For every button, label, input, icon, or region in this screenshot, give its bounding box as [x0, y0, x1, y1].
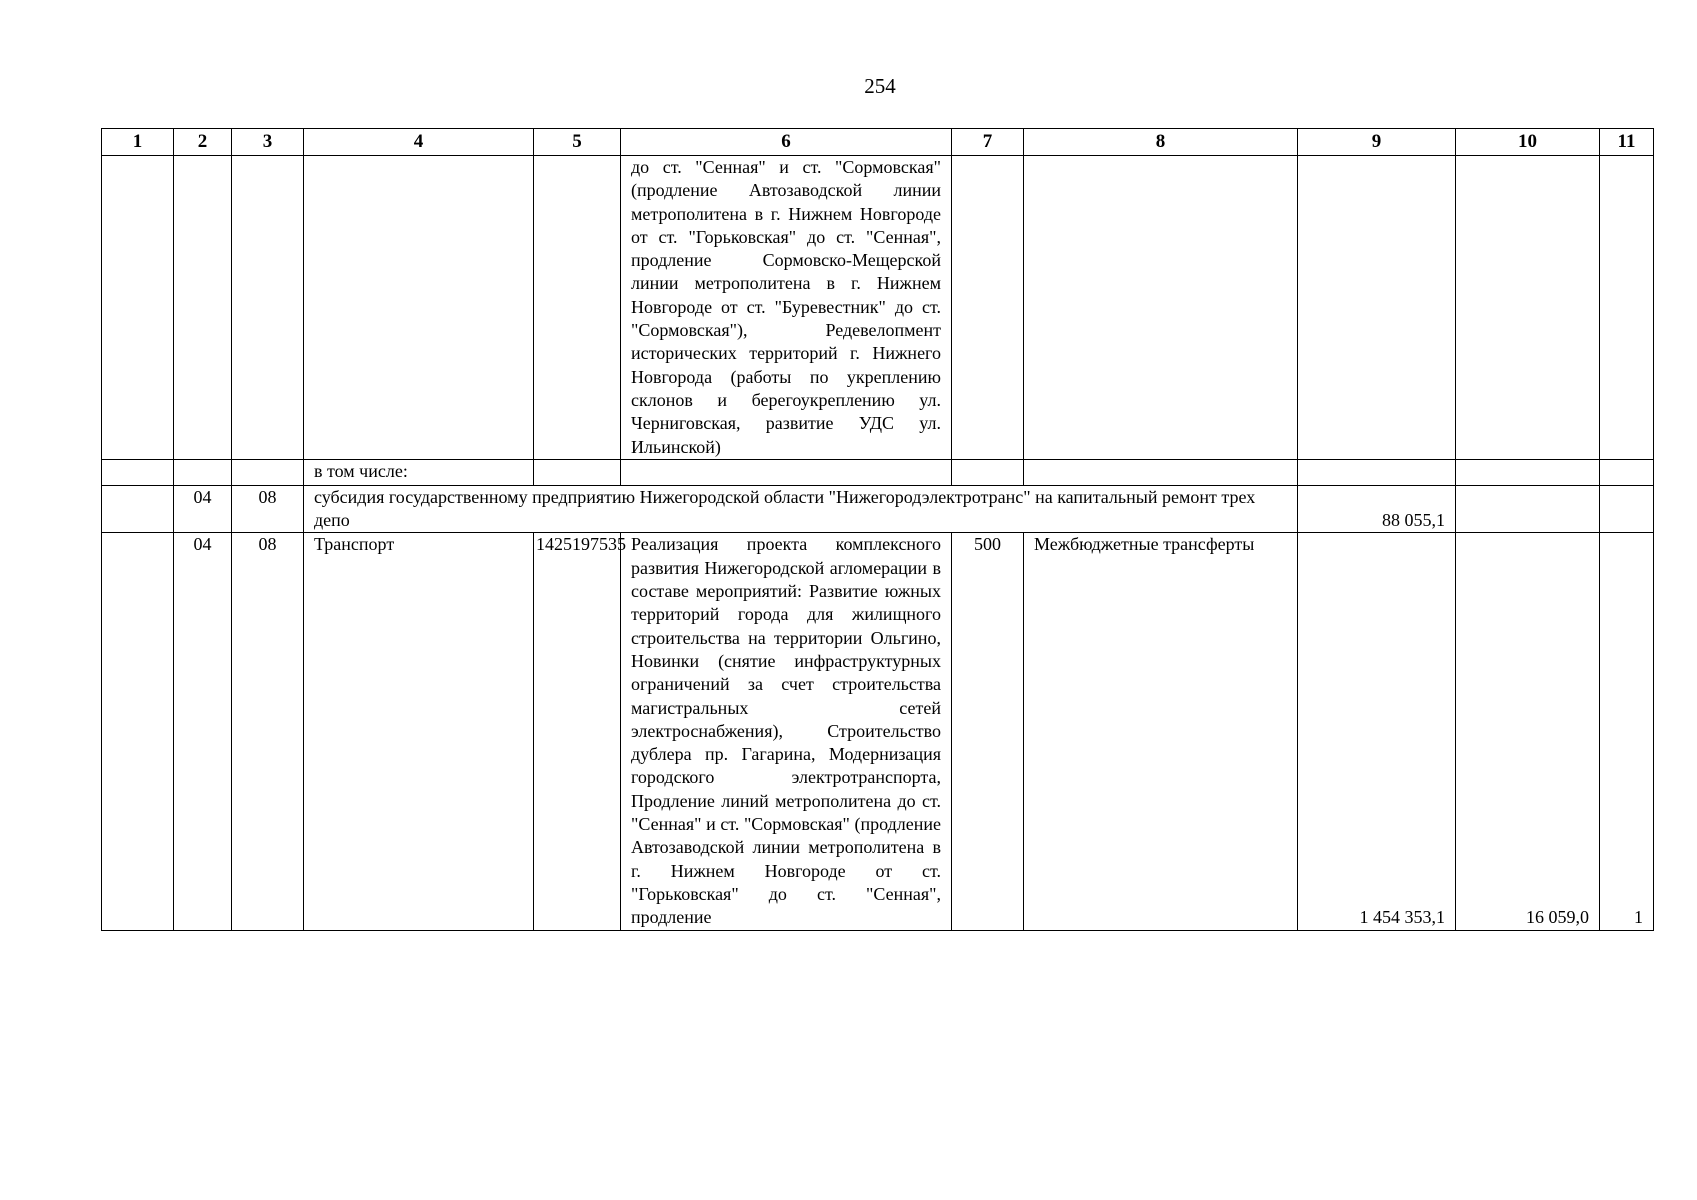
col-header-2: 2	[174, 129, 232, 156]
expense-type-code: 500	[952, 533, 1024, 930]
col-header-9: 9	[1298, 129, 1456, 156]
amount-cell: 88 055,1	[1298, 485, 1456, 533]
page-number: 254	[864, 74, 896, 98]
col-header-3: 3	[232, 129, 304, 156]
col-header-1: 1	[102, 129, 174, 156]
expense-type-name: Межбюджетные трансферты	[1024, 533, 1298, 930]
subsection-code: 08	[232, 533, 304, 930]
table-row-subsidy	[102, 485, 1654, 533]
col-header-4: 4	[304, 129, 534, 156]
col-header-7: 7	[952, 129, 1024, 156]
col-header-10: 10	[1456, 129, 1600, 156]
header-row	[102, 129, 1654, 156]
table-row-continued	[102, 156, 1654, 460]
description-cell: до ст. "Сенная" и ст. "Сормовская" (продление Автозаводской линии метрополитена в г. Нижнем Новгороде от ст. "Горьковская" до ст. "Сенная", продление Сормовско-Мещерской линии метрополитена в г. Нижнем Новгороде от ст. "Буревестник" до ст. "Сормовская"), Редевелопмент исторических территорий г. Нижнего Новгорода (работы по укреплению склонов и берегоукреплению ул. Черниговская, развитие УДС ул. Ильинской)	[621, 156, 952, 460]
col-header-8: 8	[1024, 129, 1298, 156]
col-header-5: 5	[534, 129, 621, 156]
amount-cell-3: 1	[1600, 533, 1654, 930]
col-header-11: 11	[1600, 129, 1654, 156]
section-code: 04	[174, 485, 232, 533]
section-code: 04	[174, 533, 232, 930]
section-name: Транспорт	[304, 533, 534, 930]
description-cell: Реализация проекта комплексного развития Нижегородской агломерации в составе мероприятий: Развитие южных территорий города для жилищного строительства на территории Ольгино, Новинки (снятие инфраструктурных ограничений за счет строительства магистральных сетей электроснабжения), Строительство дублера пр. Гагарина, Модернизация городского электротранспорта, Продление линий метрополитена до ст. "Сенная" и ст. "Сормовская" (продление Автозаводской линии метрополитена в г. Нижнем Новгороде от ст. "Горьковская" до ст. "Сенная", продление	[621, 533, 952, 930]
subsection-code: 08	[232, 485, 304, 533]
table-row-transport	[102, 533, 1654, 930]
target-article-code: 1425197535	[534, 533, 621, 930]
table-row-including	[102, 459, 1654, 485]
budget-table	[101, 128, 1654, 931]
col-header-6: 6	[621, 129, 952, 156]
amount-cell-2: 16 059,0	[1456, 533, 1600, 930]
subsidy-description: субсидия государственному предприятию Нижегородской области "Нижегородэлектротранс" на капитальный ремонт трех депо	[304, 485, 1298, 533]
amount-cell: 1 454 353,1	[1298, 533, 1456, 930]
including-label: в том числе:	[304, 459, 534, 485]
